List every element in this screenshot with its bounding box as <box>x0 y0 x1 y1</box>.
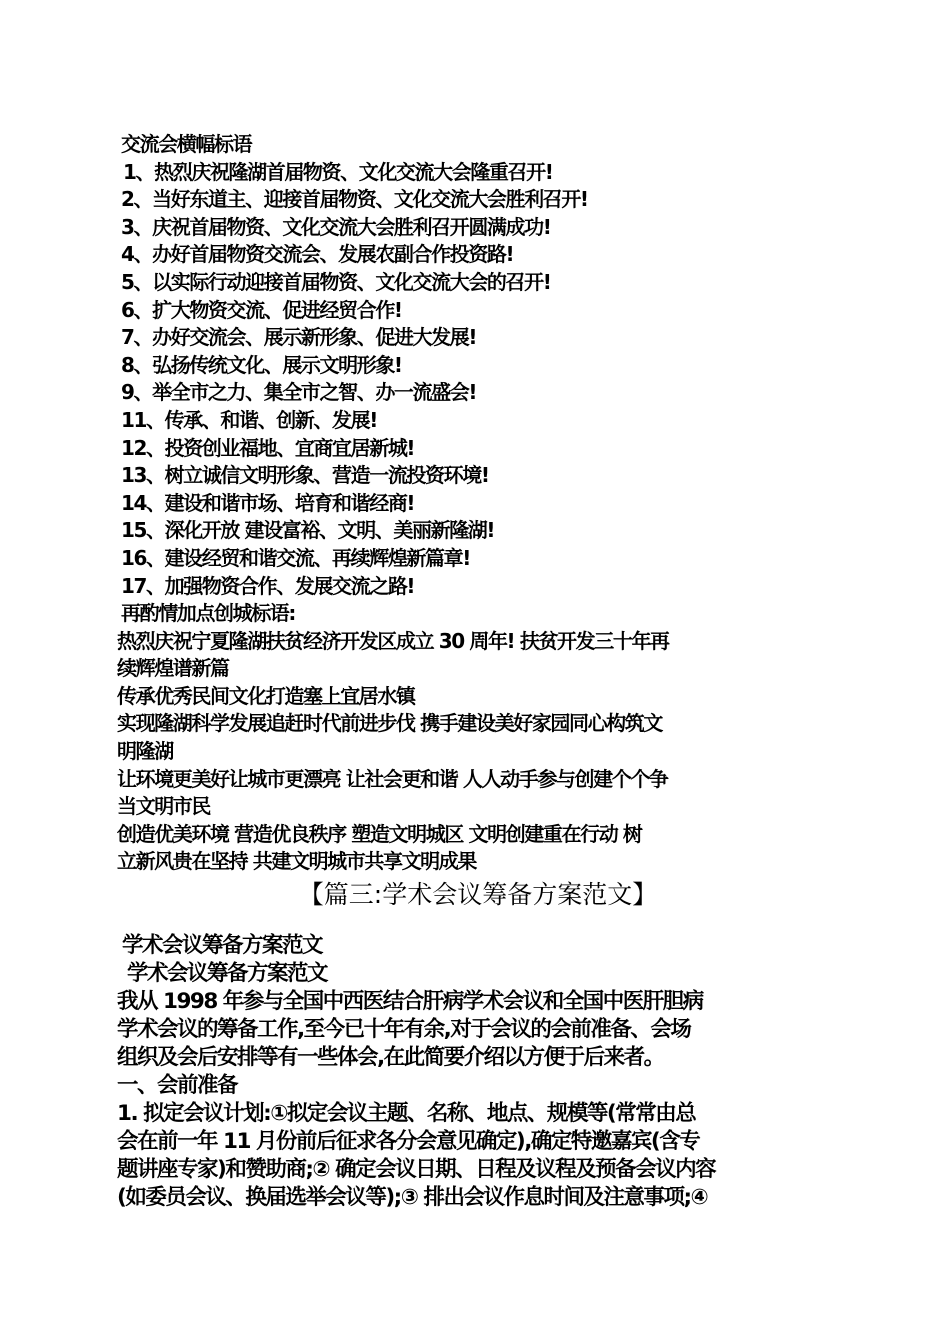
creative-slogan-line: 明隆湖 <box>117 739 173 764</box>
intro-line: 我从 1998 年参与全国中西医结合肝病学术会议和全国中医肝胆病 <box>117 989 703 1015</box>
slogan-item: 13、树立诚信文明形象、营造一流投资环境! <box>121 463 489 488</box>
item-line: 1. 拟定会议计划:①拟定会议主题、名称、地点、规模等(常常由总 <box>117 1101 696 1127</box>
chapter-heading: 【篇三:学术会议筹备方案范文】 <box>298 880 658 910</box>
item-line: 题讲座专家)和赞助商;② 确定会议日期、日程及议程及预备会议内容 <box>117 1157 716 1183</box>
item-line: 会在前一年 11 月份前后征求各分会意见确定),确定特邀嘉宾(含专 <box>117 1129 700 1155</box>
slogan-item: 14、建设和谐市场、培育和谐经商! <box>121 490 415 515</box>
creative-slogan-line: 让环境更美好让城市更漂亮 让社会更和谐 人人动手参与创建个个争 <box>117 766 668 791</box>
slogan-item: 15、深化开放 建设富裕、文明、美丽新隆湖! <box>121 518 495 543</box>
article-subtitle: 学术会议筹备方案范文 <box>127 961 328 987</box>
slogan-item: 12、投资创业福地、宜商宜居新城! <box>121 435 415 460</box>
section-title: 交流会横幅标语 <box>121 132 252 156</box>
slogan-item: 6、扩大物资交流、促进经贸合作! <box>121 297 402 322</box>
subsection-heading: 一、会前准备 <box>117 1073 238 1099</box>
creative-slogan-line: 创造优美环境 营造优良秩序 塑造文明城区 文明创建重在行动 树 <box>117 821 642 846</box>
creative-slogan-line: 热烈庆祝宁夏隆湖扶贫经济开发区成立 30 周年! 扶贫开发三十年再 <box>117 628 669 653</box>
slogan-item: 7、办好交流会、展示新形象、促进大发展! <box>121 325 477 350</box>
item-line: (如委员会议、换届选举会议等);③ 排出会议作息时间及注意事项;④ <box>117 1185 708 1211</box>
article-section <box>117 932 839 1212</box>
section-subtitle: 再酌情加点创城标语: <box>121 601 295 626</box>
slogan-item: 5、以实际行动迎接首届物资、文化交流大会的召开! <box>121 269 551 294</box>
article-title: 学术会议筹备方案范文 <box>122 933 323 959</box>
document-content <box>117 131 839 1212</box>
slogan-item: 8、弘扬传统文化、展示文明形象! <box>121 352 402 377</box>
slogan-item: 16、建设经贸和谐交流、再续辉煌新篇章! <box>121 545 470 570</box>
slogan-item: 1、热烈庆祝隆湖首届物资、文化交流大会隆重召开! <box>123 159 553 184</box>
creative-slogan-line: 实现隆湖科学发展追赶时代前进步伐 携手建设美好家园同心构筑文 <box>117 711 662 736</box>
slogan-item: 3、庆祝首届物资、文化交流大会胜利召开圆满成功! <box>121 214 551 239</box>
intro-line: 学术会议的筹备工作,至今已十年有余,对于会议的会前准备、会场 <box>117 1017 691 1043</box>
slogan-item: 9、举全市之力、集全市之智、办一流盛会! <box>121 380 477 405</box>
slogan-item: 2、当好东道主、迎接首届物资、文化交流大会胜利召开! <box>121 187 588 212</box>
intro-line: 组织及会后安排等有一些体会,在此简要介绍以方便于后来者。 <box>117 1045 664 1071</box>
slogan-item: 4、办好首届物资交流会、发展农副合作投资路! <box>121 242 514 267</box>
slogan-item: 17、加强物资合作、发展交流之路! <box>121 573 415 598</box>
slogan-item: 11、传承、和谐、创新、发展! <box>121 407 377 432</box>
creative-slogan-line: 立新风贵在坚持 共建文明城市共享文明成果 <box>117 849 476 874</box>
creative-slogan-line: 传承优秀民间文化打造塞上宜居水镇 <box>117 683 415 708</box>
creative-slogan-line: 续辉煌谱新篇 <box>117 656 229 681</box>
creative-slogan-line: 当文明市民 <box>117 794 210 819</box>
